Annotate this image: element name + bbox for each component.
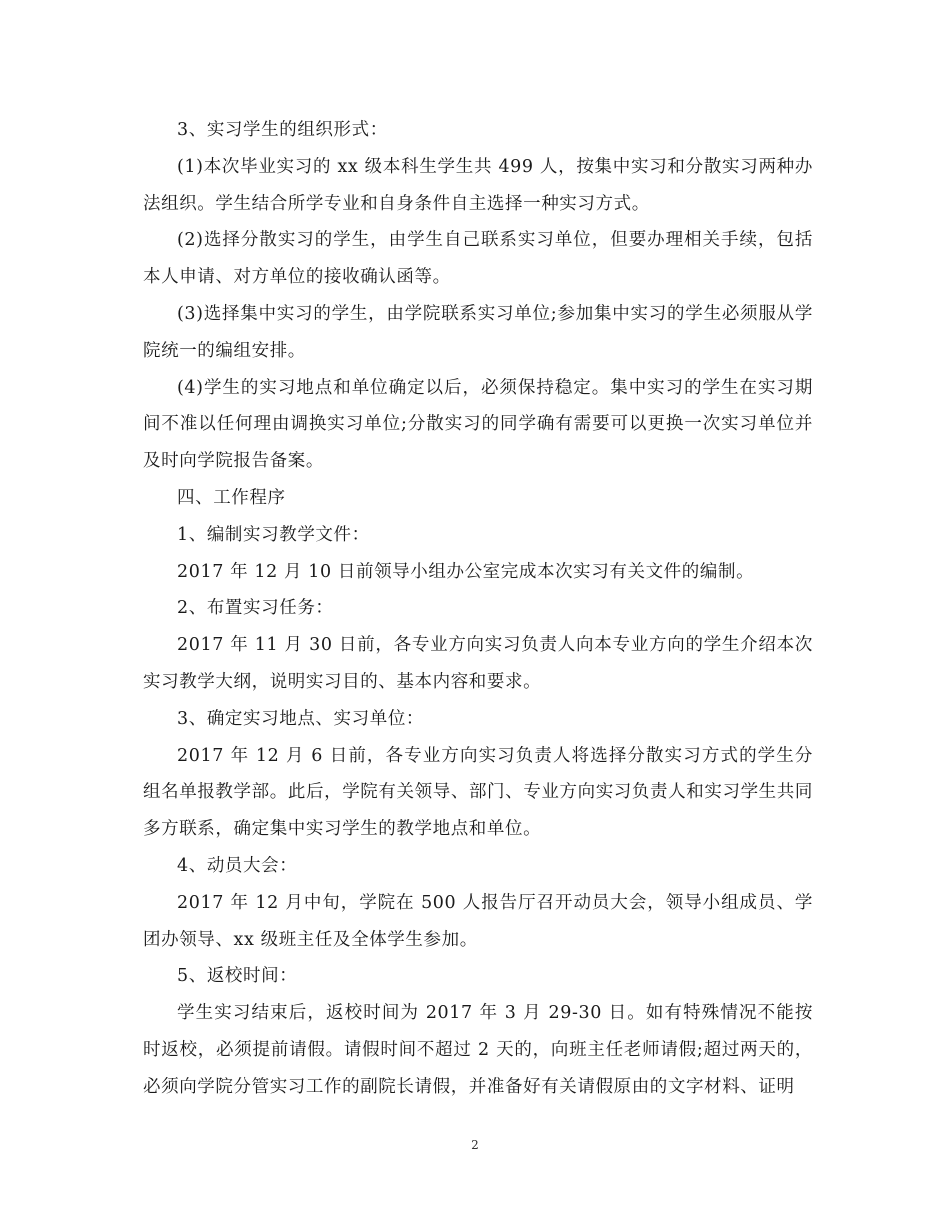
section-heading-procedure: 四、工作程序 xyxy=(177,487,286,508)
step-body-3: 2017 年 12 月 6 日前，各专业方向实习负责人将选择分散实习方式的学生分组名单报教学部。此后，学院有关领导、部门、专业方向实习负责人和实习学生共同多方联系，确定集中实习学生的教学地点和单位。 xyxy=(143,745,813,840)
paragraph-item-2: (2)选择分散实习的学生，由学生自己联系实习单位，但要办理相关手续，包括本人申请、对方单位的接收确认函等。 xyxy=(143,230,813,288)
document-body xyxy=(143,112,813,1106)
section-heading-organization: 3、实习学生的组织形式： xyxy=(177,120,388,140)
step-body-5: 学生实习结束后，返校时间为 2017 年 3 月 29-30 日。如有特殊情况不能按时返校，必须提前请假。请假时间不超过 2 天的，向班主任老师请假;超过两天的，必须向学院分管实习工作的副院长请假，并准备好有关请假原由的文字材料、证明 xyxy=(143,1003,813,1097)
step-body-2: 2017 年 11 月 30 日前，各专业方向实习负责人向本专业方向的学生介绍本次实习教学大纲，说明实习目的、基本内容和要求。 xyxy=(143,635,813,692)
step-heading-1: 1、编制实习教学文件： xyxy=(177,524,370,545)
step-heading-3: 3、确定实习地点、实习单位： xyxy=(177,708,425,729)
step-body-1: 2017 年 12 月 10 日前领导小组办公室完成本次实习有关文件的编制。 xyxy=(177,561,755,582)
page-number: 2 xyxy=(471,1138,479,1152)
step-heading-4: 4、动员大会： xyxy=(177,855,298,876)
paragraph-item-3: (3)选择集中实习的学生，由学院联系实习单位;参加集中实习的学生必须服从学院统一的编组安排。 xyxy=(143,303,813,361)
step-body-4: 2017 年 12 月中旬，学院在 500 人报告厅召开动员大会，领导小组成员、学团办领导、xx 级班主任及全体学生参加。 xyxy=(143,892,813,950)
step-heading-2: 2、布置实习任务： xyxy=(177,598,334,619)
paragraph-item-1: (1)本次毕业实习的 xx 级本科生学生共 499 人，按集中实习和分散实习两种办法组织。学生结合所学专业和自身条件自主选择一种实习方式。 xyxy=(143,156,813,214)
step-heading-5: 5、返校时间： xyxy=(177,966,298,987)
paragraph-item-4: (4)学生的实习地点和单位确定以后，必须保持稳定。集中实习的学生在实习期间不准以任何理由调换实习单位;分散实习的同学确有需要可以更换一次实习单位并及时向学院报告备案。 xyxy=(143,377,813,472)
